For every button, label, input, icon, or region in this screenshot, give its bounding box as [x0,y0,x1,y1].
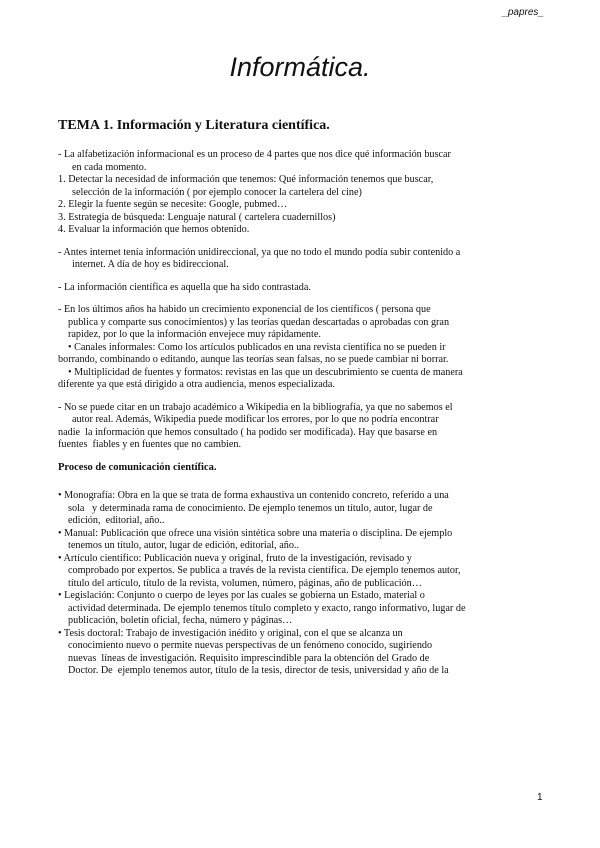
text-line: nuevas líneas de investigación. Requisito imprescindible para la obtención del Grado de [68,652,430,664]
text-line: publica y comparte sus conocimientos) y las teorías quedan descartadas o aprobadas con gran [68,316,450,328]
text-line: en cada momento. [72,161,147,173]
paragraph-internet [58,247,548,272]
text-line: diferente ya que está dirigido a otra audiencia, menos especializada. [58,379,335,390]
text-line: publicación, boletín oficial, fecha, número y páginas… [68,615,293,626]
text-line: edición, editorial, año.. [68,515,165,526]
text-line: rapidez, por lo que la información envejece muy rápidamente. [68,329,321,340]
list-item: 4. Evaluar la información que hemos obtenido. [58,224,250,235]
list-item: 1. Detectar la necesidad de información que tenemos: Qué información tenemos que buscar, [58,174,434,185]
text-line: borrando, combinando o editando, aunque las teorías sean falsas, no se puede cambiar ni borrar. [58,354,449,365]
list-item [58,590,548,628]
list-item: selección de la información ( por ejemplo conocer la cartelera del cine) [72,186,362,198]
list-item [58,553,548,591]
text-line: internet. A día de hoy es bidireccional. [72,259,229,270]
page-number: 1 [537,792,543,803]
text-line: • Artículo científico: Publicación nueva y original, fruto de la investigación, revisado y [58,552,412,564]
tema-heading: TEMA 1. Información y Literatura científica. [58,118,330,133]
text-line: • Monografía: Obra en la que se trata de forma exhaustiva un contenido concreto, referido a una [58,490,449,501]
list-item [58,490,548,528]
paragraph-crecimiento [58,304,548,392]
text-line: • Multiplicidad de fuentes y formatos: revistas en las que un descubrimiento se cuenta de manera [68,366,463,378]
paragraph-info-cientifica [58,282,548,295]
section-subheading: Proceso de comunicación científica. [58,461,217,473]
paragraph-wikipedia [58,402,548,452]
list-item: 3. Estrategia de búsqueda: Lenguaje natural ( cartelera cuadernillos) [58,211,336,223]
steps-list [58,174,548,237]
text-line: fuentes fiables y en fuentes que no cambien. [58,439,242,450]
text-line: - No se puede citar en un trabajo académico a Wikipedia en la bibliografía, ya que no sabemos el [58,401,453,413]
header-tag: _papres_ [502,7,544,18]
list-item [58,528,548,553]
text-line: sola y determinada rama de conocimiento. De ejemplo tenemos un título, autor, lugar de [68,502,433,514]
document-title: Informática. [229,52,371,82]
text-line: tenemos un título, autor, lugar de edición, editorial, año.. [68,540,300,551]
text-line: comprobado por expertos. Se publica a través de la revista científica. De ejemplo tenemos autor, [68,565,461,576]
text-line: nadie la información que hemos consultado ( ha podido ser modificada). Hay que basarse en [58,426,438,438]
text-line: autor real. Además, Wikipedia puede modificar los errores, por lo que no podría encontrar [72,414,439,425]
text-line: • Legislación: Conjunto o cuerpo de leyes por las cuales se gobierna un Estado, material o [58,590,425,601]
text-line: - Antes internet tenía información unidireccional, ya que no todo el mundo podía subir contenido a [58,246,461,258]
list-item [58,628,548,678]
text-line: • Manual: Publicación que ofrece una visión sintética sobre una materia o disciplina. De ejemplo [58,527,453,539]
paragraph-alfabetizacion [58,149,548,174]
document-body [58,118,548,678]
bullet-list [58,490,548,678]
text-line: - En los últimos años ha habido un crecimiento exponencial de los científicos ( persona que [58,304,431,315]
text-line: - La alfabetización informacional es un proceso de 4 partes que nos dice qué información buscar [58,149,451,160]
list-item: 2. Elegir la fuente según se necesite: Google, pubmed… [58,199,288,210]
text-line: título del artículo, título de la revista, volumen, número, páginas, año de publicación… [68,577,422,589]
text-line: - La información científica es aquella que ha sido contrastada. [58,281,311,293]
text-line: Doctor. De ejemplo tenemos autor, título de la tesis, director de tesis, universidad y año de la [68,665,449,676]
text-line: actividad determinada. De ejemplo tenemos título completo y exacto, rango informativo, lugar de [68,602,466,614]
text-line: • Canales informales: Como los artículos publicados en una revista científica no se pueden ir [68,341,446,353]
text-line: conocimiento nuevo o permite nuevas perspectivas de un fenómeno conocido, sugiriendo [68,640,433,651]
text-line: • Tesis doctoral: Trabajo de investigación inédito y original, con el que se alcanza un [58,627,403,639]
